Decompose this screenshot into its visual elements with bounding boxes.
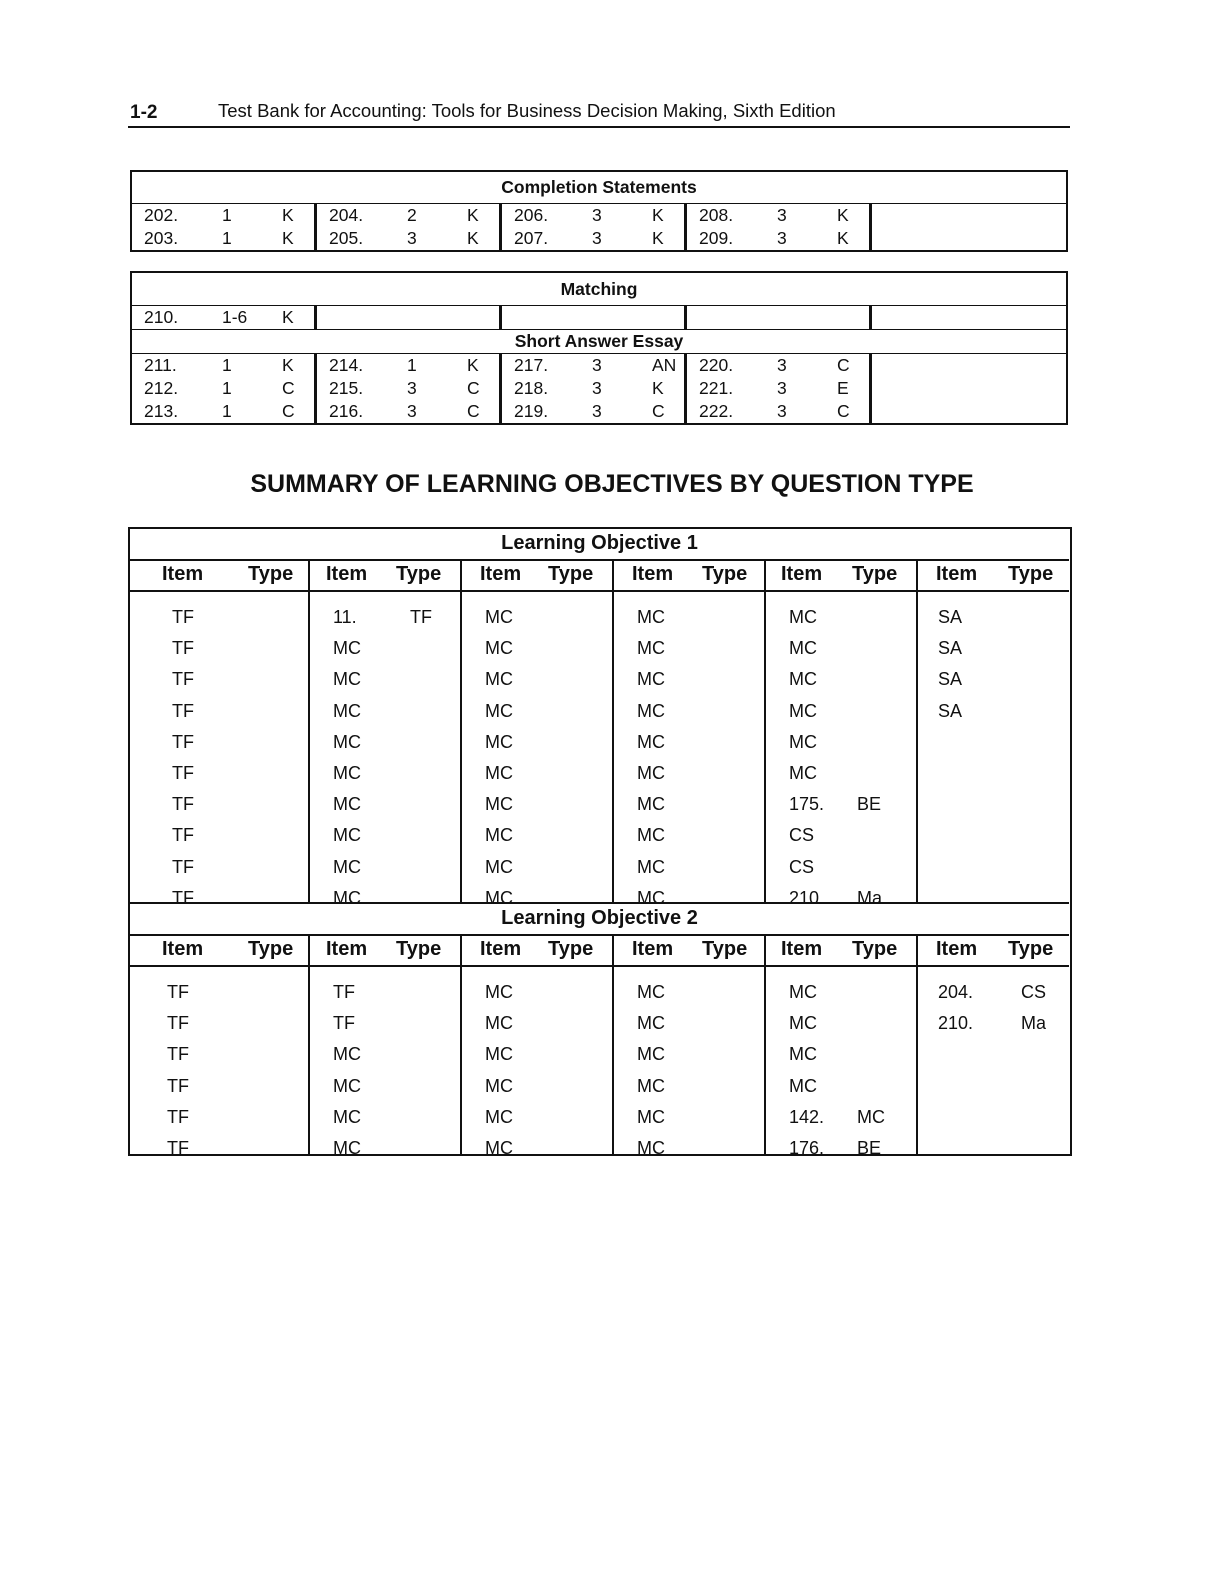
- item-cell: MC: [485, 887, 513, 908]
- item-cell: MC: [333, 638, 361, 659]
- taxonomy: K: [837, 205, 849, 225]
- type-cell: BE: [857, 1138, 882, 1158]
- item-cell: MC: [333, 731, 361, 752]
- difficulty: 3: [592, 205, 602, 225]
- item-cell: MC: [485, 1106, 513, 1127]
- item-cell: MC: [637, 856, 665, 877]
- answer-group: [317, 354, 502, 423]
- objective-title: Learning Objective 2: [501, 907, 698, 929]
- item-cell: TF: [172, 638, 194, 659]
- column-divider: [460, 559, 462, 902]
- answer-group: [132, 204, 317, 250]
- item-cell: 210.: [789, 887, 825, 908]
- item-cell: MC: [485, 669, 513, 690]
- taxonomy: K: [282, 355, 294, 375]
- matching-title: Matching: [560, 279, 638, 299]
- item-cell: CS: [789, 825, 815, 846]
- question-number: 214.: [329, 355, 364, 375]
- column-divider: [764, 559, 766, 902]
- difficulty: 3: [592, 355, 602, 375]
- item-cell: MC: [789, 1075, 817, 1096]
- question-number: 202.: [144, 205, 179, 225]
- taxonomy: K: [652, 205, 664, 225]
- answer-line: [502, 227, 684, 250]
- item-column-header: Item: [632, 938, 674, 960]
- answer-group: [687, 306, 872, 329]
- item-cell: MC: [485, 638, 513, 659]
- question-number: 222.: [699, 401, 734, 421]
- item-cell: SA: [938, 669, 963, 690]
- item-cell: MC: [333, 669, 361, 690]
- answer-line: [317, 227, 499, 250]
- type-column-header: Type: [396, 563, 442, 585]
- answer-group: [872, 354, 1066, 423]
- type-column-header: Type: [548, 938, 594, 960]
- page-number: 1-2: [130, 102, 158, 123]
- column-divider: [612, 559, 614, 902]
- type-cell: MC: [857, 1106, 885, 1127]
- type-column-header: Type: [248, 563, 294, 585]
- difficulty: 1: [222, 205, 232, 225]
- item-cell: TF: [172, 825, 194, 846]
- item-cell: MC: [485, 794, 513, 815]
- answer-line: [317, 354, 499, 377]
- item-cell: 176.: [789, 1138, 825, 1158]
- matching-short-answer-table: [130, 271, 1068, 425]
- item-cell: MC: [333, 1138, 361, 1158]
- item-cell: MC: [789, 982, 817, 1002]
- item-cell: MC: [485, 700, 513, 721]
- item-cell: TF: [333, 1013, 355, 1034]
- item-column-header: Item: [480, 563, 522, 585]
- completion-rows: [132, 203, 1066, 250]
- answer-group: [687, 204, 872, 250]
- item-column-header: Item: [936, 563, 978, 585]
- taxonomy: C: [837, 355, 850, 375]
- short-answer-title: Short Answer Essay: [132, 329, 1066, 353]
- type-cell: BE: [857, 794, 882, 815]
- item-cell: MC: [789, 1013, 817, 1034]
- answer-line: [132, 306, 314, 329]
- item-cell: TF: [333, 982, 355, 1002]
- item-cell: MC: [637, 607, 665, 627]
- item-column-header: Item: [480, 938, 522, 960]
- difficulty: 3: [592, 378, 602, 398]
- type-column-header: Type: [1008, 563, 1054, 585]
- item-cell: MC: [789, 669, 817, 690]
- taxonomy: E: [837, 378, 849, 398]
- item-cell: MC: [789, 607, 817, 627]
- item-cell: MC: [637, 731, 665, 752]
- item-cell: TF: [172, 607, 194, 627]
- type-cell: CS: [1021, 982, 1047, 1002]
- answer-line: [132, 400, 314, 423]
- item-cell: 11.: [333, 607, 357, 627]
- item-cell: TF: [172, 763, 194, 783]
- column-divider: [612, 934, 614, 1154]
- difficulty: 1: [222, 401, 232, 421]
- answer-group: [132, 306, 317, 329]
- type-cell: TF: [410, 607, 432, 627]
- taxonomy: K: [652, 378, 664, 398]
- item-cell: TF: [172, 887, 194, 908]
- type-cell: Ma: [857, 887, 883, 908]
- difficulty: 3: [407, 228, 417, 248]
- item-cell: MC: [637, 1075, 665, 1096]
- item-cell: MC: [333, 763, 361, 783]
- difficulty: 1: [222, 355, 232, 375]
- item-cell: TF: [172, 794, 194, 815]
- answer-group: [317, 204, 502, 250]
- item-cell: TF: [167, 1138, 189, 1158]
- answer-group: [502, 306, 687, 329]
- objective-title: Learning Objective 1: [501, 532, 698, 554]
- taxonomy: C: [282, 401, 295, 421]
- item-cell: MC: [637, 1044, 665, 1065]
- question-number: 213.: [144, 401, 179, 421]
- item-column-header: Item: [162, 563, 204, 585]
- item-cell: MC: [333, 856, 361, 877]
- column-divider: [764, 934, 766, 1154]
- item-cell: MC: [637, 1106, 665, 1127]
- item-cell: SA: [938, 700, 963, 721]
- answer-line: [687, 377, 869, 400]
- completion-statements-title: Completion Statements: [501, 177, 697, 197]
- item-cell: MC: [485, 1013, 513, 1034]
- item-cell: MC: [333, 700, 361, 721]
- item-cell: MC: [637, 1138, 665, 1158]
- taxonomy: K: [837, 228, 849, 248]
- item-cell: MC: [333, 1075, 361, 1096]
- question-number: 208.: [699, 205, 734, 225]
- item-cell: TF: [172, 669, 194, 690]
- answer-line: [687, 204, 869, 227]
- column-header-divider: [130, 965, 1069, 967]
- item-cell: 175.: [789, 794, 825, 815]
- item-cell: TF: [167, 1013, 189, 1034]
- type-column-header: Type: [248, 938, 294, 960]
- item-column-header: Item: [162, 938, 204, 960]
- section-divider: [130, 902, 1069, 904]
- item-cell: TF: [172, 856, 194, 877]
- item-cell: MC: [637, 982, 665, 1002]
- item-cell: MC: [789, 1044, 817, 1065]
- item-cell: MC: [637, 763, 665, 783]
- item-column-header: Item: [326, 938, 368, 960]
- completion-statements-table: [130, 170, 1068, 252]
- item-cell: TF: [172, 700, 194, 721]
- answer-line: [317, 377, 499, 400]
- item-cell: MC: [485, 982, 513, 1002]
- difficulty: 2: [407, 205, 417, 225]
- item-cell: MC: [637, 825, 665, 846]
- answer-line: [502, 400, 684, 423]
- question-number: 204.: [329, 205, 364, 225]
- taxonomy: K: [282, 228, 294, 248]
- answer-line: [687, 227, 869, 250]
- question-number: 205.: [329, 228, 364, 248]
- item-cell: MC: [333, 1044, 361, 1065]
- learning-objectives-table: [128, 527, 1072, 1156]
- item-cell: MC: [637, 700, 665, 721]
- item-cell: MC: [789, 763, 817, 783]
- matching-rows: [132, 305, 1066, 329]
- question-number: 216.: [329, 401, 364, 421]
- item-column-header: Item: [936, 938, 978, 960]
- difficulty: 3: [777, 378, 787, 398]
- question-number: 203.: [144, 228, 179, 248]
- difficulty: 3: [777, 205, 787, 225]
- difficulty: 3: [777, 228, 787, 248]
- taxonomy: K: [467, 228, 479, 248]
- taxonomy: K: [282, 307, 294, 327]
- item-cell: TF: [167, 1044, 189, 1065]
- answer-line: [502, 354, 684, 377]
- item-column-header: Item: [781, 938, 823, 960]
- item-cell: TF: [172, 731, 194, 752]
- item-cell: 142.: [789, 1106, 825, 1127]
- item-cell: MC: [637, 1013, 665, 1034]
- taxonomy: K: [467, 205, 479, 225]
- item-cell: MC: [485, 731, 513, 752]
- book-title: Test Bank for Accounting: Tools for Business Decision Making, Sixth Edition: [218, 100, 836, 121]
- item-cell: MC: [333, 1106, 361, 1127]
- difficulty: 1-6: [222, 307, 248, 327]
- answer-line: [687, 400, 869, 423]
- objective-title-divider: [130, 934, 1069, 936]
- answer-group: [872, 306, 1066, 329]
- taxonomy: C: [467, 378, 480, 398]
- answer-line: [502, 204, 684, 227]
- short-answer-rows: [132, 353, 1066, 423]
- difficulty: 3: [407, 401, 417, 421]
- item-cell: MC: [485, 607, 513, 627]
- type-cell: Ma: [1021, 1013, 1047, 1034]
- question-number: 212.: [144, 378, 179, 398]
- item-cell: TF: [167, 1075, 189, 1096]
- answer-line: [317, 204, 499, 227]
- answer-line: [132, 377, 314, 400]
- difficulty: 3: [777, 401, 787, 421]
- item-cell: MC: [637, 887, 665, 908]
- answer-line: [687, 354, 869, 377]
- difficulty: 3: [592, 401, 602, 421]
- taxonomy: K: [467, 355, 479, 375]
- answer-line: [317, 400, 499, 423]
- item-cell: MC: [789, 638, 817, 659]
- taxonomy: K: [282, 205, 294, 225]
- item-column-header: Item: [781, 563, 823, 585]
- item-column-header: Item: [326, 563, 368, 585]
- question-number: 219.: [514, 401, 549, 421]
- taxonomy: AN: [652, 355, 677, 375]
- item-column-header: Item: [632, 563, 674, 585]
- question-number: 211.: [144, 355, 177, 375]
- column-divider: [308, 934, 310, 1154]
- item-cell: SA: [938, 638, 963, 659]
- answer-group: [687, 354, 872, 423]
- question-number: 207.: [514, 228, 549, 248]
- item-cell: MC: [485, 1044, 513, 1065]
- item-cell: MC: [485, 1138, 513, 1158]
- question-number: 217.: [514, 355, 549, 375]
- column-divider: [916, 934, 918, 1154]
- item-cell: MC: [637, 669, 665, 690]
- question-number: 209.: [699, 228, 734, 248]
- type-column-header: Type: [396, 938, 442, 960]
- question-number: 215.: [329, 378, 364, 398]
- column-divider: [916, 559, 918, 902]
- item-cell: MC: [485, 763, 513, 783]
- item-cell: TF: [167, 982, 189, 1002]
- difficulty: 1: [407, 355, 417, 375]
- item-cell: MC: [637, 794, 665, 815]
- taxonomy: C: [282, 378, 295, 398]
- question-number: 206.: [514, 205, 549, 225]
- difficulty: 1: [222, 378, 232, 398]
- item-cell: MC: [637, 638, 665, 659]
- item-cell: TF: [167, 1106, 189, 1127]
- item-cell: MC: [485, 856, 513, 877]
- summary-title: SUMMARY OF LEARNING OBJECTIVES BY QUESTION TYPE: [250, 470, 974, 498]
- answer-group: [317, 306, 502, 329]
- question-number: 220.: [699, 355, 734, 375]
- page-header: [128, 98, 1070, 128]
- type-column-header: Type: [852, 563, 898, 585]
- type-column-header: Type: [702, 563, 748, 585]
- item-cell: MC: [789, 700, 817, 721]
- answer-line: [502, 377, 684, 400]
- answer-group: [502, 354, 687, 423]
- answer-line: [132, 354, 314, 377]
- objective-title-divider: [130, 559, 1069, 561]
- item-cell: MC: [789, 731, 817, 752]
- question-number: 218.: [514, 378, 549, 398]
- column-divider: [460, 934, 462, 1154]
- difficulty: 3: [777, 355, 787, 375]
- type-column-header: Type: [1008, 938, 1054, 960]
- type-column-header: Type: [548, 563, 594, 585]
- item-cell: CS: [789, 856, 815, 877]
- item-cell: MC: [485, 825, 513, 846]
- item-cell: MC: [333, 887, 361, 908]
- column-divider: [308, 559, 310, 902]
- taxonomy: K: [652, 228, 664, 248]
- column-header-divider: [130, 590, 1069, 592]
- type-column-header: Type: [852, 938, 898, 960]
- question-number: 221.: [699, 378, 734, 398]
- answer-line: [132, 204, 314, 227]
- taxonomy: C: [652, 401, 665, 421]
- answer-group: [502, 204, 687, 250]
- type-column-header: Type: [702, 938, 748, 960]
- question-number: 210.: [144, 307, 179, 327]
- item-cell: MC: [333, 825, 361, 846]
- difficulty: 1: [222, 228, 232, 248]
- difficulty: 3: [592, 228, 602, 248]
- item-cell: 210.: [938, 1013, 974, 1034]
- answer-group: [872, 204, 1066, 250]
- difficulty: 3: [407, 378, 417, 398]
- item-cell: 204.: [938, 982, 974, 1002]
- item-cell: MC: [333, 794, 361, 815]
- item-cell: MC: [485, 1075, 513, 1096]
- taxonomy: C: [837, 401, 850, 421]
- item-cell: SA: [938, 607, 963, 627]
- answer-line: [132, 227, 314, 250]
- answer-group: [132, 354, 317, 423]
- taxonomy: C: [467, 401, 480, 421]
